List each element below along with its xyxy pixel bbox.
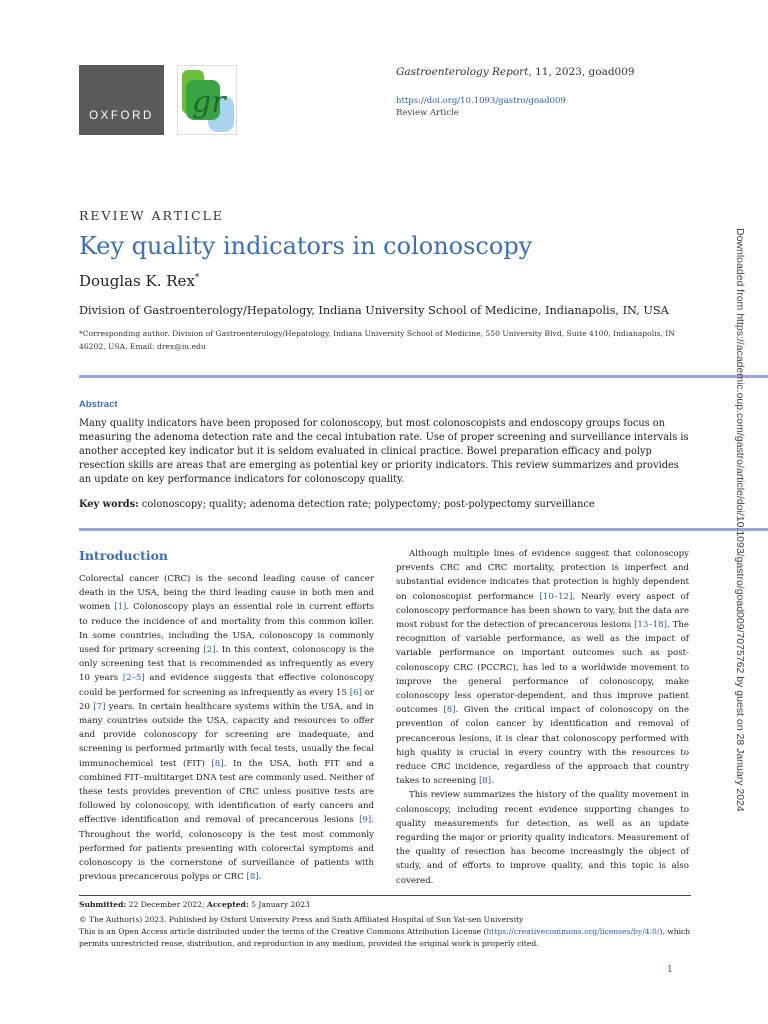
text-run: . Colonoscopy plays an essential role in current efforts to reduce the incidence of and mortality from this common killer. In some countries, including the USA, colonoscopy is commonly used for primary screening [79,602,374,656]
article-type: Review Article [396,108,459,118]
author-mark: * [194,273,200,283]
copyright-notice [79,914,691,950]
citation-link[interactable]: [2] [203,645,216,656]
submission-dates [79,900,310,909]
intro-paragraph-1 [79,572,374,884]
gr-logo-icon [178,66,236,134]
citation-link[interactable]: [1] [114,602,127,613]
text-run: or 20 [79,687,375,712]
gr-logo-letters: gr [192,85,226,120]
oxford-logo [79,65,164,135]
text-run: Although multiple lines of evidence suggest that colonoscopy prevents CRC and CRC mortality, protection is imperfect and substantial evidence indicates that protection is highly dependent on colonoscopist performance [396,549,689,602]
corresponding-author: *Corresponding author. Division of Gastroenterology/Hepatology, Indiana University School of Medicine, 550 University Blvd, Suite 4100, Indianapolis, IN 46202, USA. Email: drex@iu.edu [79,329,675,351]
citation-link[interactable]: [8] [443,705,456,716]
text-run: . The recognition of variable performance, as well as the impact of variable performance on important outcomes such as post-colonoscopy CRC (PCCRC), has led to a worldwide movement to improve the general performance of colonoscopy, make colonoscopy less operator-dependent, and thus improve patient outcomes [396,620,689,716]
journal-name: Gastroenterology Report [396,66,529,78]
keywords-list: colonoscopy; quality; adenoma detection rate; polypectomy; post-polypectomy surveillance [138,499,595,510]
submitted-date: 22 December 2022; [126,900,207,909]
article-title: Key quality indicators in colonoscopy [79,232,533,260]
intro-column-right [396,547,689,888]
intro-paragraph-2 [396,547,689,788]
intro-paragraph-3: This review summarizes the history of the quality movement in colonoscopy, including recent evidence supporting changes to quality measurements for detection, as well as an update regarding the major or priority quality indicators. Measurement of the quality of resection has become increasingly the object of study, and of efforts to improve quality, and this topic is also covered. [396,790,689,886]
accepted-date: 5 January 2023 [248,900,310,909]
abstract-text: Many quality indicators have been proposed for colonoscopy, but most colonoscopists and endoscopy groups focus on measuring the adenoma detection rate and the cecal intubation rate. Use of proper screening and surveillance intervals is another accepted key indicator but it is seldom evaluated in clinical practice. Bowel preparation efficacy and polyp resection skills are areas that are emerging as potential key or priority indicators. This review summarizes and provides an update on key performance indicators for colonoscopy quality. [79,418,689,485]
license-text: ), which permits unrestricted reuse, distribution, and reproduction in any medium, provided the original work is properly cited. [79,927,691,948]
text-run: . In the USA, both FIT and a combined FIT–multitarget DNA test are commonly used. Neither of these tests provides prevention of CRC unless positive tests are followed by colonoscopy, with identification of early cancers and effective identification and removal of precancerous lesions [79,758,374,826]
citation-link[interactable]: [10–12] [539,591,573,602]
author-line [79,272,199,290]
abstract-heading: Abstract [79,399,118,410]
citation-link[interactable]: [6] [349,687,362,698]
accepted-label: Accepted: [206,900,249,909]
text-run: . Nearly every aspect of colonoscopy performance has been shown to vary, but the data are most robust for the detection of precancerous lesions [396,591,689,631]
page-number: 1 [667,965,673,975]
introduction-heading: Introduction [79,548,169,563]
abstract-divider [79,528,768,531]
keywords-label: Key words: [79,499,139,510]
text-run: and evidence suggests that effective colonoscopy could be performed for screening as infrequently as every 15 [79,673,374,698]
text-run: years. In certain healthcare systems within the USA, and in many countries outside the USA, capacity and resources to offer and provide colonoscopy for screening are inadequate, and screening is performed primarily with fecal tests, usually the fecal immunochemical test (FIT) [79,701,374,769]
citation-link[interactable]: [8] [211,758,224,769]
download-watermark-text: Downloaded from https://academic.oup.com/gastro/article/doi/10.1093/gastro/goad009/7075762 by guest on 28 January 2024 [734,228,746,812]
text-run: . In this context, colonoscopy is the only screening test that is recommended as infrequently as every 10 years [79,645,374,684]
text-run: . Given the critical impact of colonoscopy on the prevention of colon cancer by identification and removal of precancerous lesions, it is clear that colonoscopy performed with high quality is crucial in every country with the resources to reduce CRC incidence, regardless of the approach that country takes to screening [396,705,689,787]
journal-citation [396,66,635,78]
download-watermark [728,228,768,1008]
journal-logo [177,65,237,135]
citation-link[interactable]: [13–18] [634,620,667,631]
affiliation: Division of Gastroenterology/Hepatology, Indiana University School of Medicine, Indianapolis, IN, USA [79,304,669,317]
copyright-line: © The Author(s) 2023. Published by Oxford University Press and Sixth Affiliated Hospital of Sun Yat-sen University [79,915,524,924]
intro-column-left [79,572,374,884]
doi-link[interactable]: https://doi.org/10.1093/gastro/goad009 [396,96,566,106]
text-run: . [491,776,494,787]
citation-link[interactable]: [7] [93,701,106,712]
license-text: This is an Open Access article distributed under the terms of the Creative Commons Attribution License ( [79,927,487,936]
footer-divider [79,895,691,896]
citation-link[interactable]: [9] [359,815,372,826]
journal-issue: , 11, 2023, goad009 [528,66,635,78]
submitted-label: Submitted: [79,900,127,909]
oxford-logo-text: OXFORD [89,110,154,122]
text-run: . [258,872,262,883]
keywords [79,499,691,510]
citation-link[interactable]: [8] [478,776,492,787]
citation-link[interactable]: [2–5] [122,673,145,684]
license-link[interactable]: https://creativecommons.org/licenses/by/4.0/ [486,927,660,936]
top-divider [79,375,768,378]
license-line [79,926,691,950]
review-article-label: REVIEW ARTICLE [79,208,224,223]
author-name[interactable]: Douglas K. Rex [79,272,195,290]
citation-link[interactable]: [8] [246,872,259,883]
text-run: Colorectal cancer (CRC) is the second leading cause of cancer death in the USA, being the third leading cause in both men and women [79,574,374,613]
text-run: . Throughout the world, colonoscopy is the test most commonly performed for patients presenting with colorectal symptoms and colonoscopy is the cornerstone of surveillance of patients with previous precancerous polyps or CRC [79,815,374,883]
